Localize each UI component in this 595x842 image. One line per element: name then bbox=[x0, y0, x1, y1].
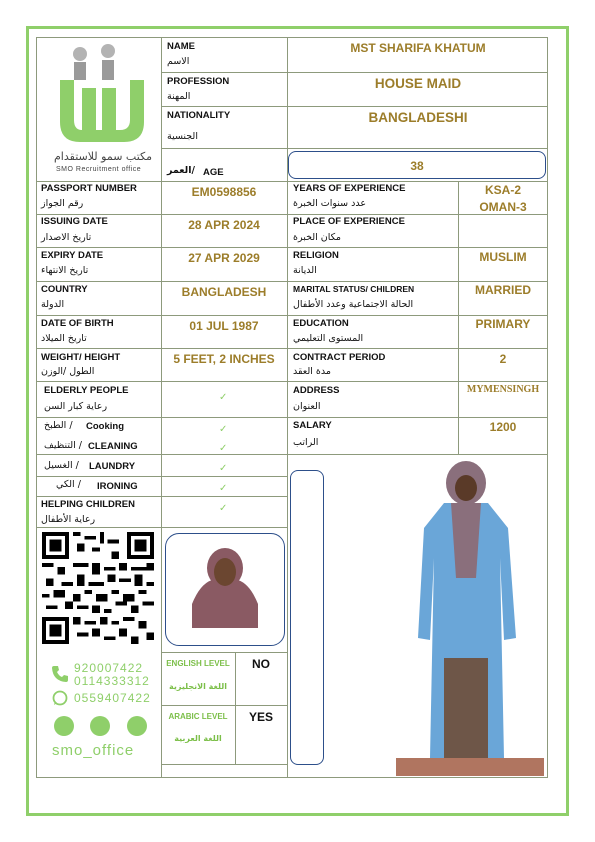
left-row-label-ar: تاريخ الاصدار bbox=[41, 232, 92, 243]
divider bbox=[36, 181, 548, 182]
left-row-label: EXPIRY DATE bbox=[41, 250, 104, 261]
left-row-value: 01 JUL 1987 bbox=[189, 319, 259, 333]
right-row-label-ar: الراتب bbox=[293, 437, 319, 448]
language-label: ARABIC LEVEL bbox=[168, 712, 228, 721]
right-row-label: YEARS OF EXPERIENCE bbox=[293, 183, 406, 194]
right-row-label: SALARY bbox=[293, 420, 332, 431]
language-value: YES bbox=[248, 710, 273, 724]
left-row-value: EM0598856 bbox=[191, 185, 257, 199]
right-row-value: MYMENSINGH bbox=[466, 384, 540, 395]
logo-mark bbox=[46, 40, 156, 150]
divider bbox=[161, 705, 287, 706]
left-row-label-ar: رقم الجواز bbox=[41, 198, 84, 209]
right-row-label-ar: عدد سنوات الخبرة bbox=[293, 198, 366, 209]
left-row-label-ar: تاريخ الانتهاء bbox=[41, 265, 89, 276]
left-row-label: COUNTRY bbox=[41, 284, 88, 295]
age-label: AGE bbox=[203, 167, 224, 178]
social-handle: smo_office bbox=[52, 742, 135, 759]
skill-label-ar: التنظيف / bbox=[44, 440, 82, 451]
skill-label: Cooking bbox=[86, 421, 124, 432]
twitter-icon[interactable] bbox=[54, 716, 74, 736]
divider bbox=[36, 454, 548, 455]
divider bbox=[36, 381, 548, 382]
full-body-photo bbox=[396, 458, 544, 776]
check-icon: ✓ bbox=[219, 463, 228, 474]
logo-arabic: مكتب سمو للاستقدام bbox=[54, 150, 152, 163]
divider bbox=[36, 348, 548, 349]
right-row-label: RELIGION bbox=[293, 250, 339, 261]
skill-label-ar: الكي / bbox=[56, 479, 81, 490]
right-row-label: ADDRESS bbox=[293, 385, 340, 396]
right-row-value: 1200 bbox=[489, 420, 517, 434]
left-row-value: 5 FEET, 2 INCHES bbox=[173, 352, 275, 366]
right-row-label-ar: الديانة bbox=[293, 265, 317, 276]
logo bbox=[46, 40, 156, 175]
right-row-label-ar: المستوى التعليمي bbox=[293, 333, 364, 344]
skill-label-ar: الغسيل / bbox=[44, 460, 79, 471]
skill-label-ar: رعاية الأطفال bbox=[41, 514, 96, 525]
whatsapp-number: 0559407422 bbox=[74, 691, 151, 705]
divider bbox=[36, 417, 548, 418]
divider bbox=[36, 496, 287, 497]
language-label-ar: اللغة العربية bbox=[174, 734, 222, 743]
left-row-label-ar: الدولة bbox=[41, 299, 65, 310]
divider bbox=[161, 148, 548, 149]
right-row-value: PRIMARY bbox=[475, 317, 531, 331]
nationality-value: BANGLADESHI bbox=[368, 110, 468, 125]
profession-label-ar: المهنة bbox=[167, 91, 191, 102]
qr-code[interactable] bbox=[42, 532, 154, 644]
name-label: NAME bbox=[167, 41, 195, 52]
phone-2: 0114333312 bbox=[74, 674, 150, 688]
nationality-label-ar: الجنسية bbox=[167, 131, 198, 142]
left-row-value: BANGLADESH bbox=[181, 285, 267, 299]
check-icon: ✓ bbox=[219, 483, 228, 494]
name-value: MST SHARIFA KHATUM bbox=[350, 41, 486, 55]
skill-label: LAUNDRY bbox=[89, 461, 136, 472]
portrait-photo bbox=[190, 544, 260, 628]
left-row-label: ISSUING DATE bbox=[41, 216, 108, 227]
phone-1: 920007422 bbox=[74, 661, 144, 675]
divider bbox=[161, 764, 287, 765]
left-row-label: DATE OF BIRTH bbox=[41, 318, 114, 329]
age-value: 38 bbox=[410, 159, 424, 173]
check-icon: ✓ bbox=[219, 392, 228, 403]
skill-label: CLEANING bbox=[88, 441, 138, 452]
divider bbox=[161, 106, 548, 107]
right-row-label: PLACE OF EXPERIENCE bbox=[293, 216, 405, 227]
right-row-label-ar: الحالة الاجتماعية وعدد الأطفال bbox=[293, 299, 414, 310]
blank-panel bbox=[290, 470, 324, 765]
check-icon: ✓ bbox=[219, 424, 228, 435]
language-value: NO bbox=[252, 657, 270, 671]
skill-label: ELDERLY PEOPLE bbox=[44, 385, 129, 396]
right-row-value: MARRIED bbox=[475, 283, 531, 297]
right-row-label: MARITAL STATUS/ CHILDREN bbox=[293, 284, 415, 294]
skill-label-ar: رعاية كبار السن bbox=[44, 401, 108, 412]
profession-label: PROFESSION bbox=[167, 76, 230, 87]
skill-label-ar: الطبخ / bbox=[44, 420, 73, 431]
divider bbox=[36, 214, 548, 215]
language-label-ar: اللغة الانجليزية bbox=[169, 682, 227, 691]
left-row-label: WEIGHT/ HEIGHT bbox=[41, 352, 121, 363]
divider bbox=[161, 652, 287, 653]
right-row-label: CONTRACT PERIOD bbox=[293, 352, 386, 363]
right-row-label-ar: العنوان bbox=[293, 401, 321, 412]
age-label-ar: العمر/ bbox=[167, 165, 195, 176]
check-icon: ✓ bbox=[219, 443, 228, 454]
left-row-label-ar: تاريخ الميلاد bbox=[41, 333, 87, 344]
nationality-label: NATIONALITY bbox=[167, 110, 231, 121]
left-row-value: 28 APR 2024 bbox=[188, 218, 260, 232]
skill-label: IRONING bbox=[97, 481, 138, 492]
right-row-label-ar: مكان الخبرة bbox=[293, 232, 341, 243]
profession-value: HOUSE MAID bbox=[374, 76, 462, 91]
check-icon: ✓ bbox=[219, 503, 228, 514]
left-row-label-ar: الطول /الوزن bbox=[41, 366, 95, 377]
skill-label: HELPING CHILDREN bbox=[41, 499, 135, 510]
right-row-label-ar: مدة العقد bbox=[293, 366, 331, 377]
right-row-value: MUSLIM bbox=[479, 250, 527, 264]
whatsapp-icon bbox=[52, 690, 68, 706]
right-row-value-2: OMAN-3 bbox=[479, 200, 527, 214]
language-label: ENGLISH LEVEL bbox=[166, 659, 230, 668]
right-row-value: 2 bbox=[499, 352, 507, 366]
name-label-ar: الاسم bbox=[167, 56, 190, 67]
divider bbox=[36, 281, 548, 282]
divider bbox=[36, 527, 287, 528]
left-row-label: PASSPORT NUMBER bbox=[41, 183, 137, 194]
left-row-value: 27 APR 2029 bbox=[188, 251, 260, 265]
phone-icon bbox=[50, 664, 70, 684]
right-row-value: KSA-2 bbox=[484, 183, 521, 197]
divider bbox=[36, 247, 548, 248]
divider bbox=[36, 476, 287, 477]
right-row-label: EDUCATION bbox=[293, 318, 349, 329]
divider bbox=[36, 315, 548, 316]
divider bbox=[161, 72, 548, 73]
logo-english: SMO Recruitment office bbox=[56, 166, 142, 173]
instagram-icon[interactable] bbox=[90, 716, 110, 736]
snapchat-icon[interactable] bbox=[127, 716, 147, 736]
